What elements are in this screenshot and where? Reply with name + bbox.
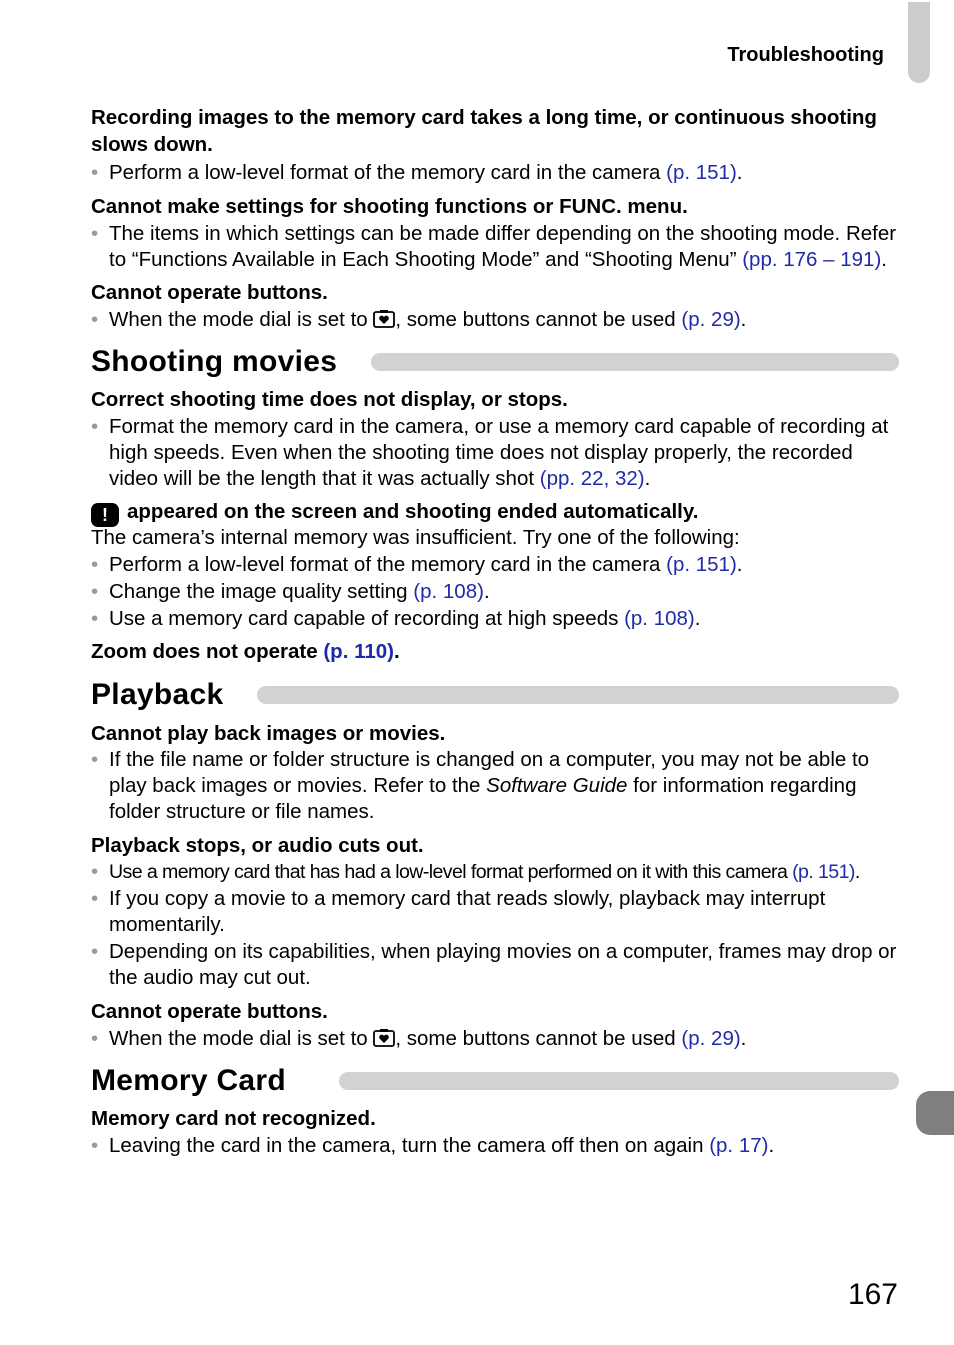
section-title: Playback [91,677,236,713]
chapter-tab [908,2,930,83]
bullet-text: Depending on its capabilities, when playing movies on a computer, frames may drop or the audio may cut out. [109,940,897,989]
bullet-item [91,221,901,273]
page-link[interactable]: (p. 17) [709,1134,769,1157]
section-title: Memory Card [91,1063,298,1099]
bullet-item [91,939,901,991]
bullet-item [91,859,901,885]
bullet-marker: • [91,580,99,603]
question-heading: Cannot operate buttons. [91,281,328,304]
bullet-marker: • [91,940,99,963]
section-playback [91,677,899,713]
bullet-item [91,1026,901,1052]
bullet-marker: • [91,607,99,630]
bullet-item [91,606,901,632]
bullet-text: Format the memory card in the camera, or use a memory card capable of recording at high speeds. Even when the shooting time does not display properly, the recorded video will be the length that it was actually shot [109,415,889,490]
section-memory-card [91,1063,899,1099]
bullet-text: Use a memory card capable of recording at high speeds [109,607,625,630]
alert-exclamation-icon: ! [91,503,119,527]
bullet-marker: • [91,553,99,576]
bullet-text: Perform a low-level format of the memory card in the camera [109,553,667,576]
punctuation: . [740,308,747,331]
bullet-text: If the file name or folder structure is changed on a computer, you may not be able to play back images or movies. Refer to the [109,748,870,797]
punctuation: . [736,161,743,184]
section-bar [257,686,899,704]
question-heading [91,498,891,527]
punctuation: . [394,640,400,663]
bullet-item [91,886,901,938]
page-link[interactable]: (p. 29) [681,308,741,331]
punctuation: . [736,553,743,576]
running-header: Troubleshooting [727,44,884,66]
bullet-marker: • [91,308,99,331]
intro-text: The camera’s internal memory was insufficient. Try one of the following: [91,526,740,549]
bullet-marker: • [91,860,99,883]
page-link[interactable]: (p. 110) [323,640,394,663]
punctuation: . [644,467,651,490]
page-link[interactable]: (p. 151) [666,161,737,184]
bullet-marker: • [91,222,99,245]
question-heading: Recording images to the memory card takes a long time, or continuous shooting slows down. [91,106,877,156]
chapter-side-tab [916,1091,954,1135]
bullet-text: for information regarding folder structure or file names. [109,774,857,823]
bullet-item [91,307,901,333]
section-title: Shooting movies [91,344,349,380]
bullet-item [91,747,901,825]
question-heading [91,638,891,665]
page-link[interactable]: (p. 29) [681,1027,741,1050]
bullet-text: , some buttons cannot be used [395,308,682,331]
bullet-marker: • [91,161,99,184]
bullet-item [91,579,901,605]
bullet-text: The items in which settings can be made differ depending on the shooting mode. Refer to “Functions Available in Each Shooting Mode” and “Shooting Menu” [109,222,897,271]
bullet-item [91,160,901,186]
bullet-item [91,552,901,578]
guide-title: Software Guide [486,774,628,797]
bullet-text: Leaving the card in the camera, turn the camera off then on again [109,1134,710,1157]
page-link[interactable]: (p. 151) [666,553,737,576]
punctuation: . [740,1027,747,1050]
camera-heart-mode-icon [373,309,395,329]
question-heading: Cannot make settings for shooting functions or FUNC. menu. [91,195,688,218]
bullet-item [91,414,901,492]
bullet-text: , some buttons cannot be used [395,1027,682,1050]
bullet-text: If you copy a movie to a memory card that reads slowly, playback may interrupt momentarily. [109,887,826,936]
question-heading: Playback stops, or audio cuts out. [91,834,424,857]
bullet-text: When the mode dial is set to [109,308,374,331]
bullet-marker: • [91,887,99,910]
punctuation: . [694,607,701,630]
punctuation: . [768,1134,775,1157]
punctuation: . [854,861,860,883]
question-heading: Memory card not recognized. [91,1107,376,1130]
bullet-text: Use a memory card that has had a low-level format performed on it with this camera [109,861,793,883]
question-heading-text: Zoom does not operate [91,640,324,663]
bullet-text: Perform a low-level format of the memory card in the camera [109,161,667,184]
punctuation: . [881,248,887,271]
camera-heart-mode-icon [373,1028,395,1048]
bullet-marker: • [91,415,99,438]
page-number: 167 [847,1278,898,1311]
page-link[interactable]: (p. 151) [792,861,855,883]
question-heading: Correct shooting time does not display, or stops. [91,388,568,411]
punctuation: . [483,580,490,603]
question-heading: Cannot operate buttons. [91,1000,328,1023]
bullet-item [91,1133,901,1159]
section-shooting-movies [91,344,899,380]
section-bar [371,353,899,371]
bullet-text: Change the image quality setting [109,580,414,603]
bullet-marker: • [91,748,99,771]
page-link[interactable]: (p. 108) [624,607,695,630]
bullet-marker: • [91,1027,99,1050]
bullet-marker: • [91,1134,99,1157]
bullet-text: When the mode dial is set to [109,1027,374,1050]
section-bar [339,1072,899,1090]
question-heading-text: appeared on the screen and shooting ended automatically. [127,500,699,523]
page-link[interactable]: (p. 108) [413,580,484,603]
page-link[interactable]: (pp. 176 – 191) [742,248,882,271]
question-heading: Cannot play back images or movies. [91,722,446,745]
page-link[interactable]: (pp. 22, 32) [539,467,645,490]
